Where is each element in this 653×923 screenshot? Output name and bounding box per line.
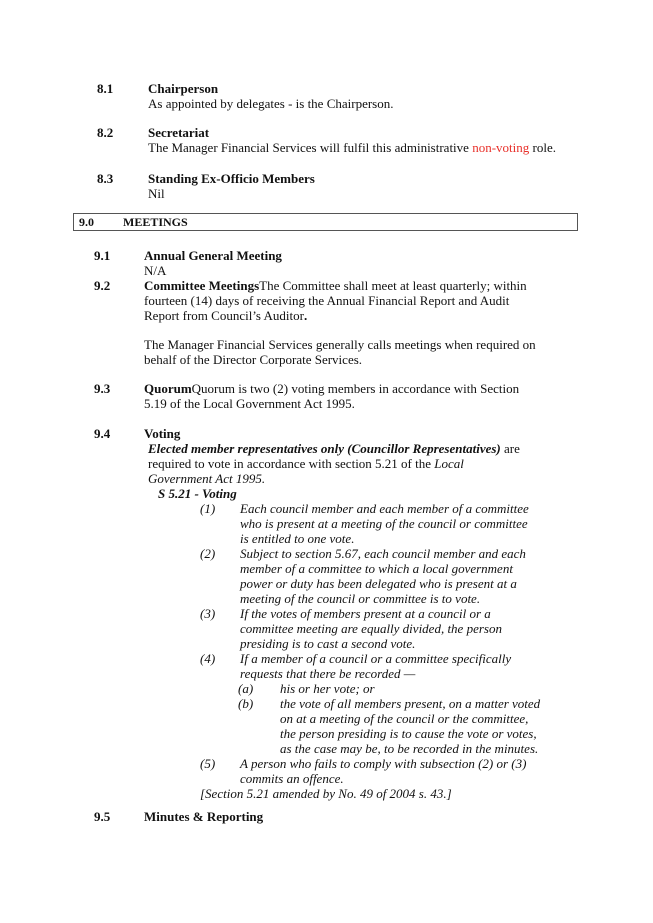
clause-text: Subject to section 5.67, each council member and each — [240, 546, 526, 561]
statute-subheading: S 5.21 - Voting — [158, 486, 237, 501]
subclause-text: the person presiding is to cause the vote or votes, — [280, 726, 537, 741]
subclause-text: the vote of all members present, on a matter voted — [280, 696, 541, 711]
item-title: Minutes & Reporting — [144, 809, 264, 824]
item-number: 9.2 — [94, 278, 111, 293]
subclause-label: (b) — [238, 696, 254, 711]
item-text: As appointed by delegates - is the Chairperson. — [148, 96, 394, 111]
item-number: 8.2 — [97, 125, 114, 140]
item-number: 9.5 — [94, 809, 111, 824]
item-text-line: 5.19 of the Local Government Act 1995. — [144, 396, 355, 411]
clause-text: member of a committee to which a local government — [240, 561, 513, 576]
highlight-text: non-voting — [472, 140, 530, 155]
item-text: QuorumQuorum is two (2) voting members in accordance with Section — [144, 381, 520, 396]
voting-intro-line: Government Act 1995. — [148, 471, 266, 486]
section-title: MEETINGS — [123, 215, 188, 229]
clause-text: who is present at a meeting of the council or committee — [240, 516, 528, 531]
clause-text: requests that there be recorded — — [240, 666, 416, 681]
item-number: 9.3 — [94, 381, 111, 396]
item-text-line: Report from Council’s Auditor. — [144, 308, 308, 323]
item-title: Chairperson — [148, 81, 219, 96]
item-number: 8.1 — [97, 81, 114, 96]
subclause-text: as the case may be, to be recorded in the minutes. — [280, 741, 539, 756]
clause-text: If the votes of members present at a council or a — [240, 606, 491, 621]
item-title: Committee Meetings — [144, 278, 260, 293]
clause-text: meeting of the council or committee is to vote. — [240, 591, 481, 606]
item-title: Quorum — [144, 381, 192, 396]
item-paragraph-line: The Manager Financial Services generally calls meetings when required on — [144, 337, 536, 352]
item-number: 8.3 — [97, 171, 114, 186]
clause-label: (2) — [200, 546, 216, 561]
subclause-label: (a) — [238, 681, 254, 696]
item-paragraph-line: behalf of the Director Corporate Services. — [144, 352, 363, 367]
item-text: Committee MeetingsThe Committee shall meet at least quarterly; within — [144, 278, 527, 293]
voting-intro: Elected member representatives only (Councillor Representatives) are — [148, 441, 520, 456]
section-number: 9.0 — [79, 215, 94, 229]
amendment-note: [Section 5.21 amended by No. 49 of 2004 s. 43.] — [200, 786, 452, 801]
clause-text: If a member of a council or a committee specifically — [240, 651, 512, 666]
section-header — [73, 213, 578, 231]
clause-text: Each council member and each member of a committee — [240, 501, 529, 516]
clause-label: (1) — [200, 501, 216, 516]
clause-text: power or duty has been delegated who is present at a — [240, 576, 517, 591]
item-text: N/A — [144, 263, 167, 278]
item-number: 9.4 — [94, 426, 111, 441]
clause-label: (4) — [200, 651, 216, 666]
clause-text: is entitled to one vote. — [240, 531, 355, 546]
clause-text: commits an offence. — [240, 771, 344, 786]
clause-text: presiding is to cast a second vote. — [240, 636, 416, 651]
subclause-text: on at a meeting of the council or the committee, — [280, 711, 529, 726]
item-title: Voting — [144, 426, 181, 441]
item-number: 9.1 — [94, 248, 111, 263]
clause-text: A person who fails to comply with subsection (2) or (3) — [240, 756, 527, 771]
subclause-text: his or her vote; or — [280, 681, 375, 696]
clause-text: committee meeting are equally divided, the person — [240, 621, 502, 636]
clause-label: (5) — [200, 756, 216, 771]
item-text-line: fourteen (14) days of receiving the Annual Financial Report and Audit — [144, 293, 510, 308]
clause-label: (3) — [200, 606, 216, 621]
item-title: Standing Ex-Officio Members — [148, 171, 315, 186]
item-title: Annual General Meeting — [144, 248, 282, 263]
voting-intro-line: required to vote in accordance with section 5.21 of the Local — [148, 456, 464, 471]
item-text: Nil — [148, 186, 165, 201]
item-text: The Manager Financial Services will fulfil this administrative non-voting role. — [148, 140, 556, 155]
item-title: Secretariat — [148, 125, 210, 140]
